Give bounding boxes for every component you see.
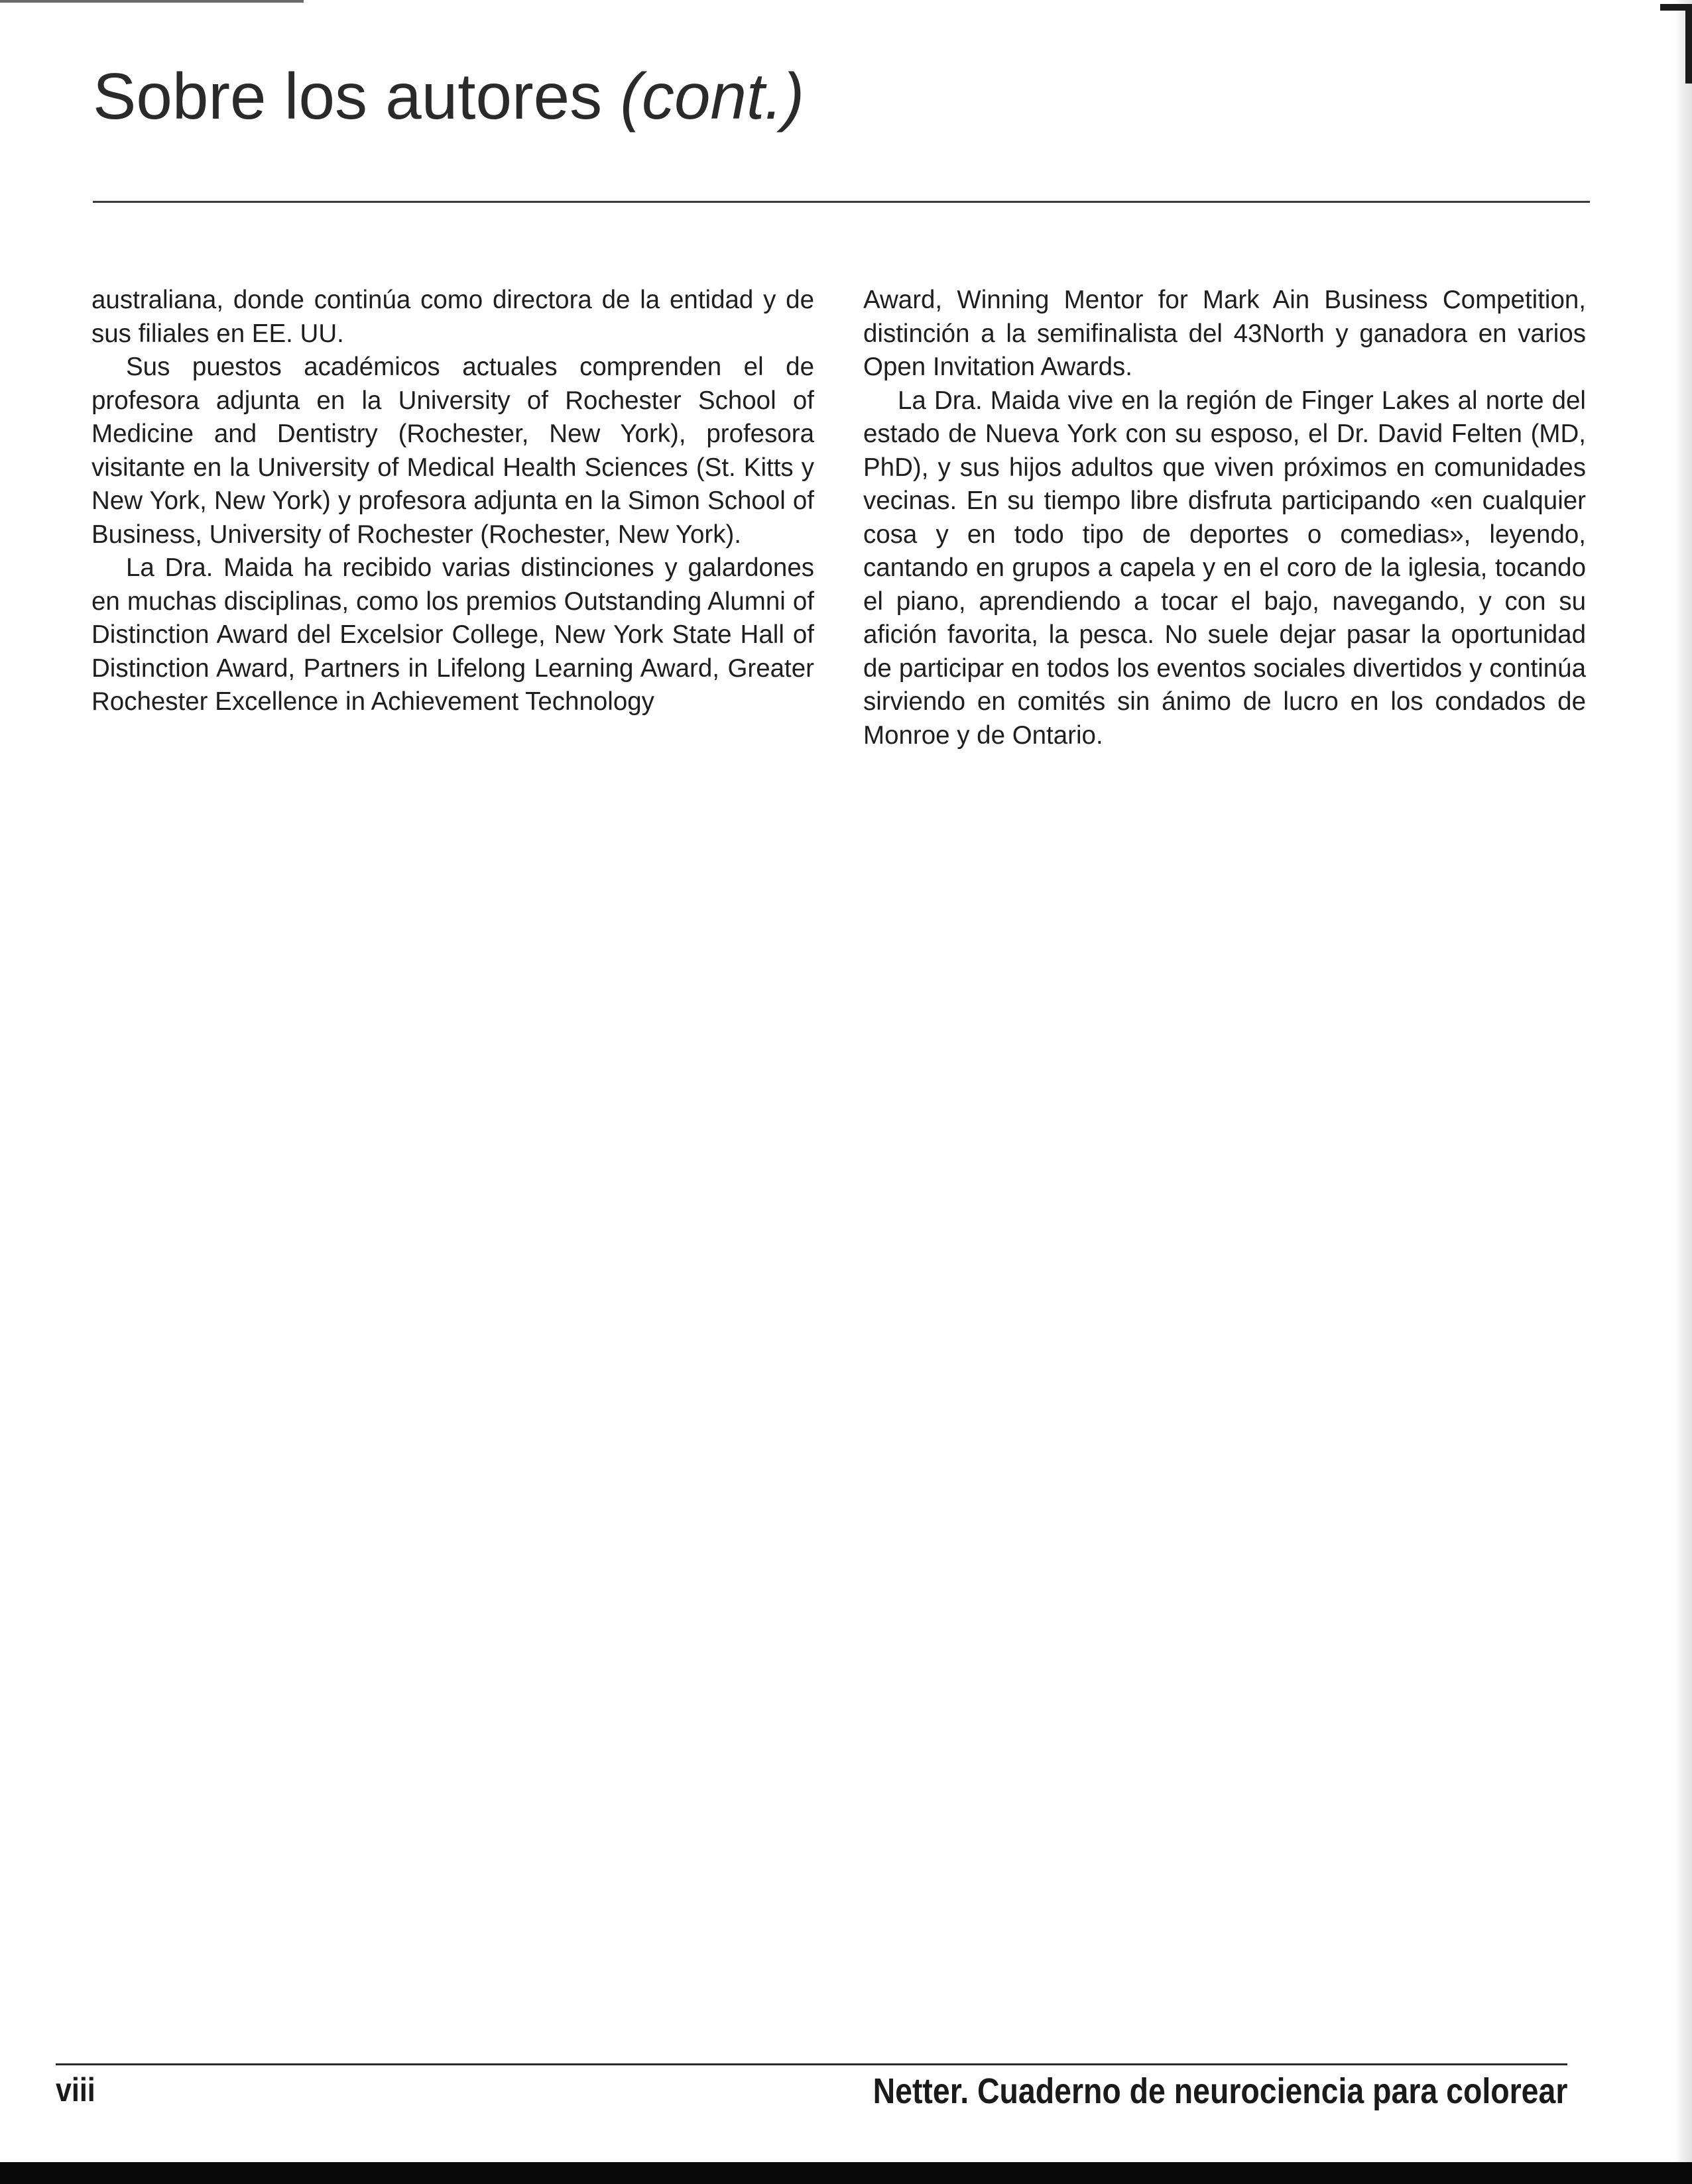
text-column-right [863,284,1586,752]
page-title-suffix: (cont.) [620,60,805,133]
paragraph: australiana, donde continúa como directora de la entidad y de sus filiales en EE. UU. [91,286,814,348]
top-left-rule [0,0,304,3]
page-binding-shadow [1675,0,1692,2162]
footer-divider [56,2063,1567,2065]
paragraph: Sus puestos académicos actuales comprenden el de profesora adjunta en la University of Rochester School of Medicine and Dentistry (Rochester, New York), profesora visitante en la University of Medical Health Sciences (St. Kitts y New York, New York) y profesora adjunta en la Simon School of Business, University of Rochester (Rochester, New York). [91,353,814,549]
scan-bottom-edge [0,2162,1692,2184]
running-footer-book-title: Netter. Cuaderno de neurociencia para colorear [873,2071,1567,2111]
text-column-left [91,284,814,719]
paragraph: La Dra. Maida vive en la región de Finger Lakes al norte del estado de Nueva York con su esposo, el Dr. David Felten (MD, PhD), y sus hijos adultos que viven próximos en comunidades vecinas. En su tiempo libre disfruta participando «en cualquier cosa y en todo tipo de deportes o comedias», leyendo, cantando en grupos a capela y en el coro de la iglesia, tocando el piano, aprendiendo a tocar el bajo, navegando, y con su afición favorita, la pesca. No suele dejar pasar la oportunidad de participar en todos los eventos sociales divertidos y continúa sirviendo en comités sin ánimo de lucro en los condados de Monroe y de Ontario. [863,386,1586,750]
paragraph: La Dra. Maida ha recibido varias distinciones y galardones en muchas disciplinas, como los premios Outstanding Alumni of Distinction Award del Excelsior College, New York State Hall of Distinction Award, Partners in Lifelong Learning Award, Greater Rochester Excellence in Achievement Technology [91,553,814,716]
title-divider [93,201,1590,203]
page-title [93,61,804,133]
page-title-main: Sobre los autores [93,60,603,133]
corner-crop-mark [1685,4,1692,84]
paragraph: Award, Winning Mentor for Mark Ain Business Competition, distinción a la semifinalista del 43North y ganadora en varios Open Invitation Awards. [863,286,1586,381]
page-number: viii [56,2071,95,2108]
corner-crop-mark-horizontal [1660,4,1692,11]
